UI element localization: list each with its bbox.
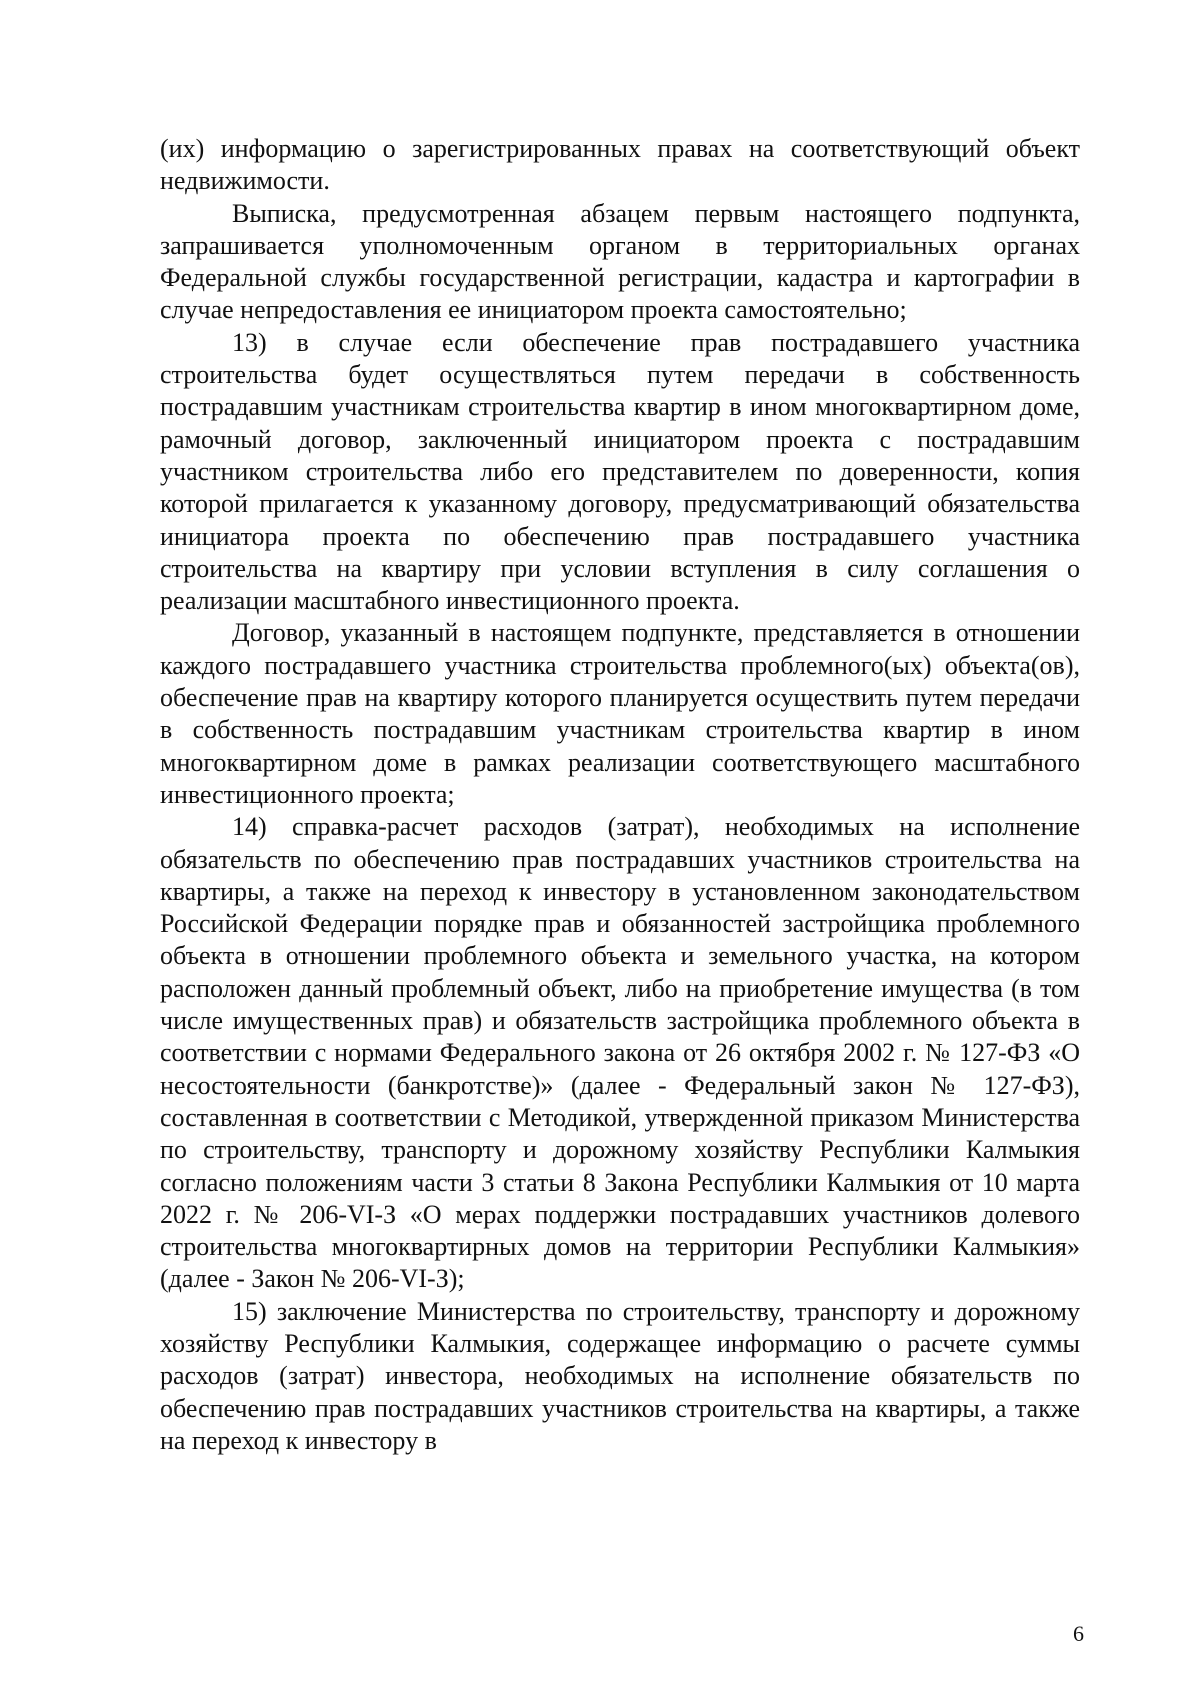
document-body: [160, 133, 1080, 1457]
paragraph: 14) справка-расчет расходов (затрат), необходимых на исполнение обязательств по обеспечению прав пострадавших участников строительства на квартиры, а также на переход к инвестору в установленном законодательством Российской Федерации порядке прав и обязанностей застройщика проблемного объекта в отношении проблемного объекта и земельного участка, на котором расположен данный проблемный объект, либо на приобретение имущества (в том числе имущественных прав) и обязательств застройщика проблемного объекта в соответствии с нормами Федерального закона от 26 октября 2002 г. № 127-ФЗ «О несостоятельности (банкротстве)» (далее - Федеральный закон № 127-ФЗ), составленная в соответствии с Методикой, утвержденной приказом Министерства по строительству, транспорту и дорожному хозяйству Республики Калмыкия согласно положениям части 3 статьи 8 Закона Республики Калмыкия от 10 марта 2022 г. № 206-VI-З «О мерах поддержки пострадавших участников долевого строительства многоквартирных домов на территории Республики Калмыкия» (далее - Закон № 206-VI-З);: [160, 812, 1080, 1294]
paragraph: (их) информацию о зарегистрированных правах на соответствующий объект недвижимости.: [160, 134, 1080, 196]
page-number: 6: [1073, 1621, 1084, 1646]
paragraph: 13) в случае если обеспечение прав пострадавшего участника строительства будет осуществляться путем передачи в собственность пострадавшим участникам строительства квартир в ином многоквартирном доме, рамочный договор, заключенный инициатором проекта с пострадавшим участником строительства либо его представителем по доверенности, копия которой прилагается к указанному договору, предусматривающий обязательства инициатора проекта по обеспечению прав пострадавшего участника строительства на квартиру при условии вступления в силу соглашения о реализации масштабного инвестиционного проекта.: [160, 327, 1080, 616]
paragraph: 15) заключение Министерства по строительству, транспорту и дорожному хозяйству Республики Калмыкия, содержащее информацию о расчете суммы расходов (затрат) инвестора, необходимых на исполнение обязательств по обеспечению прав пострадавших участников строительства на квартиры, а также на переход к инвестору в: [160, 1296, 1080, 1455]
paragraph: Договор, указанный в настоящем подпункте, представляется в отношении каждого пострадавшего участника строительства проблемного(ых) объекта(ов), обеспечение прав на квартиру которого планируется осуществить путем передачи в собственность пострадавшим участникам строительства квартир в ином многоквартирном доме в рамках реализации соответствующего масштабного инвестиционного проекта;: [160, 618, 1080, 809]
paragraph: Выписка, предусмотренная абзацем первым настоящего подпункта, запрашивается уполномоченным органом в территориальных органах Федеральной службы государственной регистрации, кадастра и картографии в случае непредоставления ее инициатором проекта самостоятельно;: [160, 198, 1080, 325]
